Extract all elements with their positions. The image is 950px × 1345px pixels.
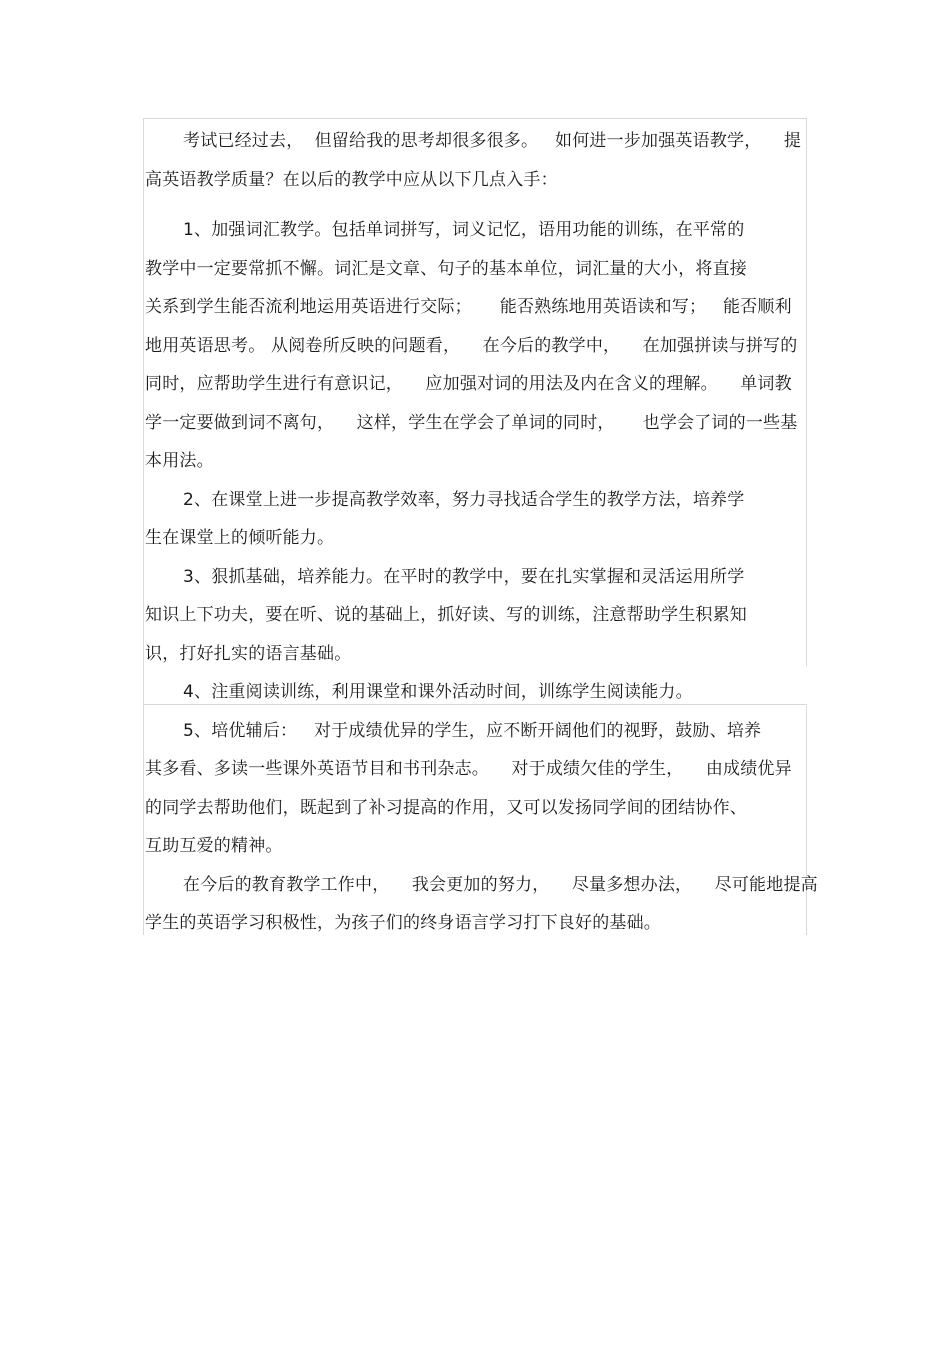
text-line: 1、加强词汇教学。包括单词拼写，词义记忆，语用功能的训练，在平常的 <box>183 220 745 240</box>
paragraph-point-1 <box>145 211 805 481</box>
text-line: 本用法。 <box>145 451 214 471</box>
text-line: 学一定要做到词不离句， 这样，学生在学会了单词的同时， 也学会了词的一些基 <box>145 412 798 433</box>
text-line: 识，打好扎实的语言基础。 <box>145 643 352 664</box>
text-line: 学生的英语学习积极性，为孩子们的终身语言学习打下良好的基础。 <box>145 913 661 933</box>
paragraph-intro <box>145 122 805 199</box>
paragraph-closing <box>145 866 818 943</box>
text-line: 关系到学生能否流利地运用英语进行交际； 能否熟练地用英语读和写； 能否顺利 <box>145 297 792 317</box>
text-line: 生在课堂上的倾听能力。 <box>145 528 335 548</box>
text-line: 互助互爱的精神。 <box>145 836 283 856</box>
text-line: 3、狠抓基础，培养能力。在平时的教学中，要在扎实掌握和灵活运用所学 <box>183 566 745 587</box>
paragraph-point-5 <box>145 712 805 866</box>
text-line: 高英语教学质量？在以后的教学中应从以下几点入手： <box>145 169 558 190</box>
paragraph-point-4 <box>145 673 805 712</box>
text-line: 地用英语思考。 从阅卷所反映的问题看， 在今后的教学中， 在加强拼读与拼写的 <box>145 335 798 356</box>
text-line: 4、注重阅读训练，利用课堂和课外活动时间，训练学生阅读能力。 <box>183 682 693 702</box>
document-body <box>145 122 818 943</box>
frame-top-border <box>143 118 807 119</box>
frame-right-border-upper <box>806 118 807 666</box>
text-line: 知识上下功夫，要在听、说的基础上，抓好读、写的训练，注意帮助学生积累知 <box>145 605 747 625</box>
paragraph-point-2 <box>145 481 805 558</box>
text-line: 2、在课堂上进一步提高教学效率，努力寻找适合学生的教学方法，培养学 <box>183 489 745 510</box>
text-line: 同时，应帮助学生进行有意识记， 应加强对词的用法及内在含义的理解。 单词教 <box>145 374 792 394</box>
text-line: 5、培优辅后： 对于成绩优异的学生，应不断开阔他们的视野，鼓励、培养 <box>183 720 762 741</box>
text-line: 其多看、多读一些课外英语节目和书刊杂志。 对于成绩欠佳的学生， 由成绩优异 <box>145 759 792 779</box>
frame-left-border <box>143 118 144 935</box>
paragraph-point-3 <box>145 558 805 674</box>
text-line: 考试已经过去， 但留给我的思考却很多很多。 如何进一步加强英语教学， 提 <box>183 131 802 151</box>
text-line: 教学中一定要常抓不懈。词汇是文章、句子的基本单位，词汇量的大小，将直接 <box>145 258 747 279</box>
text-line: 的同学去帮助他们，既起到了补习提高的作用，又可以发扬同学间的团结协作、 <box>145 797 747 818</box>
text-line: 在今后的教育教学工作中， 我会更加的努力， 尽量多想办法， 尽可能地提高 <box>183 874 818 895</box>
